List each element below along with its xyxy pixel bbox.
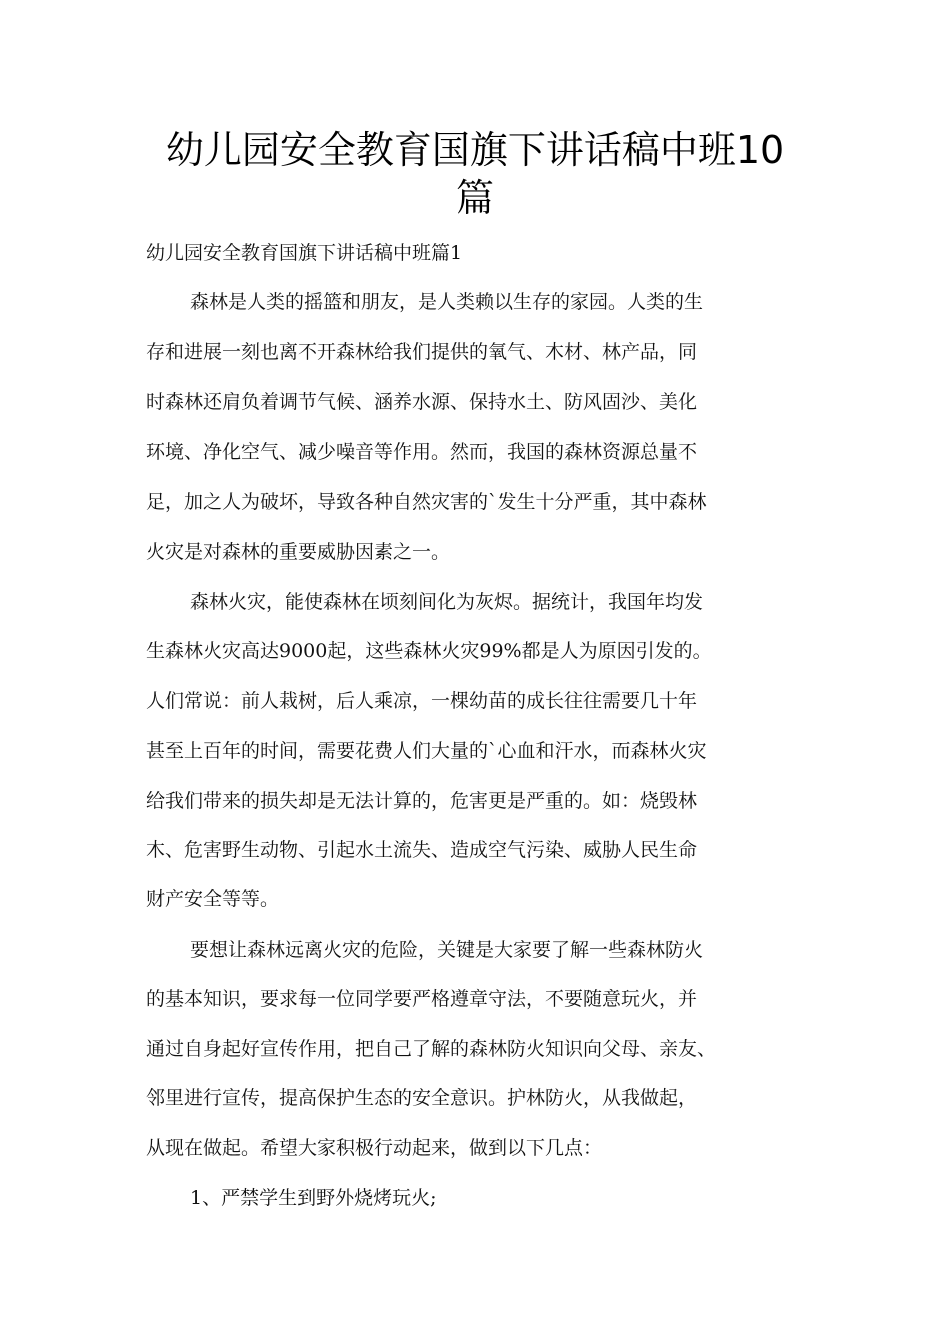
list-item: 1、严禁学生到野外烧烤玩火; [190, 1187, 437, 1209]
paragraph-3-line: 从现在做起。希望大家积极行动起来，做到以下几点： [146, 1137, 603, 1159]
paragraph-2-line: 生森林火灾高达9000起，这些森林火灾99%都是人为原因引发的。 [146, 640, 712, 662]
paragraph-1-line: 存和进展一刻也离不开森林给我们提供的氧气、木材、林产品，同 [146, 341, 698, 363]
title-line-2: 篇 [455, 176, 494, 220]
paragraph-2-line: 财产安全等等。 [146, 888, 280, 910]
paragraph-2-line: 森林火灾，能使森林在顷刻间化为灰烬。据统计，我国年均发 [190, 591, 704, 613]
paragraph-1-line: 火灾是对森林的重要威胁因素之一。 [146, 541, 451, 563]
paragraph-3-line: 的基本知识，要求每一位同学要严格遵章守法，不要随意玩火，并 [146, 988, 698, 1010]
paragraph-3-line: 要想让森林远离火灾的危险，关键是大家要了解一些森林防火 [190, 939, 704, 961]
document-title [120, 126, 830, 222]
paragraph-2-line: 木、危害野生动物、引起水土流失、造成空气污染、威胁人民生命 [146, 839, 698, 861]
paragraph-1-line: 时森林还肩负着调节气候、涵养水源、保持水土、防风固沙、美化 [146, 391, 698, 413]
paragraph-3-line: 邻里进行宣传，提高保护生态的安全意识。护林防火，从我做起， [146, 1087, 698, 1109]
paragraph-2-line: 人们常说：前人栽树，后人乘凉，一棵幼苗的成长往往需要几十年 [146, 690, 698, 712]
paragraph-2-line: 给我们带来的损失却是无法计算的，危害更是严重的。如：烧毁林 [146, 790, 698, 812]
section-heading: 幼儿园安全教育国旗下讲话稿中班篇1 [146, 242, 463, 264]
paragraph-3-line: 通过自身起好宣传作用，把自己了解的森林防火知识向父母、亲友、 [146, 1038, 717, 1060]
paragraph-1-line: 足，加之人为破坏，导致各种自然灾害的`发生十分严重，其中森林 [146, 491, 707, 513]
paragraph-1-line: 环境、净化空气、减少噪音等作用。然而，我国的森林资源总量不 [146, 441, 698, 463]
paragraph-1-line: 森林是人类的摇篮和朋友，是人类赖以生存的家园。人类的生 [190, 291, 704, 313]
paragraph-2-line: 甚至上百年的时间，需要花费人们大量的`心血和汗水，而森林火灾 [146, 740, 707, 762]
title-line-1: 幼儿园安全教育国旗下讲话稿中班10 [165, 128, 785, 172]
